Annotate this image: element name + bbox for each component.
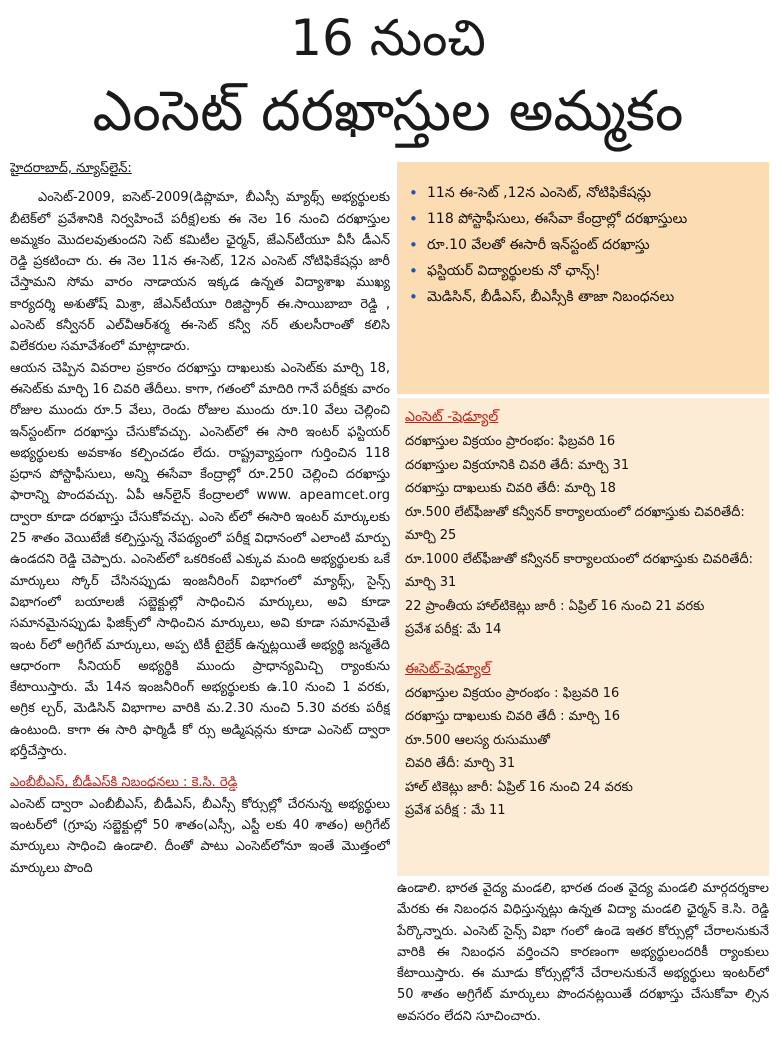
highlights-list bbox=[405, 180, 759, 310]
headline-line-1: 16 నుంచి bbox=[290, 9, 486, 67]
schedule-item: చివరి తేదీ: మార్చి 31 bbox=[405, 756, 516, 771]
schedule-item: దరఖాస్తు దాఖలుకు చివరి తేదీ : మార్చి 16 bbox=[405, 709, 621, 724]
ecet-schedule-list bbox=[405, 682, 759, 823]
highlight-item: • మెడిసిన్, బీడీఎస్, బీఎస్సీకి తాజా నిబంధనలు bbox=[405, 284, 759, 310]
article-paragraph-1: ఎంసెట్-2009, ఐసెట్-2009(డిప్లొమా, బీఎస్సీ మ్యాథ్స్ అభ్యర్థులకు బీటెక్‌లో ప్రవేశానికి నిర్వహించే పరీక్ష)లకు ఈ నెల 16 నుంచి దరఖాస్తుల అమ్మకం మొదలవుతుందని సెట్ కమిటీల ఛైర్మన్, జేఎన్‌టీయూ వీసీ డీఎన్ రెడ్డి ప్రకటించా రు. ఈ నెల 11న ఈ-సెట్, 12న ఎంసెట్ నోటిఫికేషన్లు జారీ చేస్తామని సోమ వారం నాడాయన ఇక్కడ ఉన్నత విద్యాశాఖ ముఖ్య కార్యదర్శి అశుతోష్ మిశ్రా, జేఎన్‌టీయూ రిజిస్ట్రార్ ఈ.సాయిబాబా రెడ్డి , ఎంసెట్ కన్వీనర్ ఎల్‌వీఆర్‌శర్మ ఈ-సెట్ కన్వీ నర్ తులసీరాంతో కలిసి విలేకరుల సమావేశంలో మాట్లాడారు. bbox=[10, 190, 390, 355]
schedule-item: ప్రవేశ పరీక్ష: మే 14 bbox=[405, 622, 502, 637]
highlight-item: • ఫస్టియర్ విద్యార్థులకు నో ఛాన్స్! bbox=[405, 258, 759, 284]
bullet-icon: • bbox=[409, 210, 418, 228]
subheading: ఎంబీబీఎస్, బీడీఎస్‌కి నిబంధనలు : కె.సి. రెడ్డి bbox=[10, 775, 238, 791]
eamcet-schedule-list bbox=[405, 430, 759, 642]
schedule-item: 22 ప్రాంతీయ హాల్‌టికెట్లు జారీ : ఏప్రిల్ 16 నుంచి 21 వరకు bbox=[405, 598, 705, 614]
schedule-item: రూ.1000 లేట్‌ఫీజుతో కన్వీనర్ కార్యాలయంలో దరఖాస్తుకు చివరితేదీ: మార్చి 31 bbox=[405, 551, 754, 590]
schedule-item: దరఖాస్తు దాఖలుకు చివరి తేదీ: మార్చి 18 bbox=[405, 481, 616, 496]
schedule-item: రూ.500 ఆలస్య రుసుముతో bbox=[405, 732, 550, 748]
article-continuation-column bbox=[397, 878, 769, 1058]
bullet-icon: • bbox=[409, 236, 418, 254]
highlights-box bbox=[397, 162, 769, 394]
highlight-item: • 11న ఈ-సెట్ ,12న ఎంసెట్, నోటిఫికేషన్లు bbox=[405, 180, 759, 206]
article-main-column bbox=[10, 158, 390, 1058]
article-continuation: ఉండాలి. భారత వైద్య మండలి, భారత దంత వైద్య మండలి మార్గదర్శకాల మేరకు ఈ నిబంధన విధిస్తున్నట్లు ఉన్నత విద్యా మండలి ఛైర్మన్ కె.సి. రెడ్డి పేర్కొన్నారు. ఎంసెట్ సైన్స్ విభా గంలో ఉండె ఇతర కోర్సుల్లో చేరాలనుకునే వారికి ఈ నిబంధన వర్తించని కారణంగా అభ్యర్థులందరికీ ర్యాంకులు కేటాయిస్తారు. ఈ మూడు కోర్సుల్లోనే చేరాలనుకునే అభ్యర్థులు ఇంటర్‌లో 50 శాతం అగ్రిగేట్ మార్కులు పొందనట్లయితే దరఖాస్తు చేసుకోవా ల్సిన అవసరం లేదని సూచించారు. bbox=[397, 881, 769, 1024]
schedule-item: రూ.500 లేట్‌ఫీజుతో కన్వీనర్ కార్యాలయంలో దరఖాస్తుకు చివరితేదీ: మార్చి 25 bbox=[405, 504, 745, 543]
schedule-item: ప్రవేశ పరీక్ష : మే 11 bbox=[405, 803, 506, 818]
bullet-icon: • bbox=[409, 288, 418, 306]
eamcet-schedule-title: ఎంసెట్ -షెడ్యూల్ bbox=[405, 409, 499, 425]
highlight-item: • రూ.10 వేలతో ఈసారీ ఇన్‌స్టంట్ దరఖాస్తు bbox=[405, 232, 759, 258]
schedule-box bbox=[397, 398, 769, 876]
article-paragraph-3: ఎంసెట్ ద్వారా ఎంబీబీఎస్, బీడీఎస్, బీఎస్సీ కోర్సుల్లో చేరనున్న అభ్యర్థులు ఇంటర్‌లో (గ్రూపు సబ్జెక్టుల్లో 50 శాతం(ఎస్సీ, ఎస్టీ లకు 40 శాతం) అగ్రిగేట్ మార్కులు సాధించి ఉండాలి. దీంతో పాటు ఎంసెట్‌లోనూ ఇంతే మొత్తంలో మార్కులు పొంది bbox=[10, 796, 390, 876]
highlight-item: • 118 పోస్టాఫీసులు, ఈసేవా కేంద్రాల్లో దరఖాస్తులు bbox=[405, 206, 759, 232]
ecet-schedule-title: ఈసెట్-షెడ్యూల్ bbox=[405, 660, 491, 677]
schedule-item: దరఖాస్తుల విక్రయానికి చివరి తేదీ: మార్చి 31 bbox=[405, 457, 630, 473]
schedule-item: హాల్ టికెట్లు జారీ: ఏప్రిల్ 16 నుంచి 24 వరకు bbox=[405, 779, 633, 795]
schedule-item: దరఖాస్తుల విక్రయం ప్రారంభం : ఫిబ్రవరి 16 bbox=[405, 685, 620, 701]
schedule-item: దరఖాస్తుల విక్రయం ప్రారంభం: ఫిబ్రవరి 16 bbox=[405, 434, 616, 449]
bullet-icon: • bbox=[409, 184, 418, 202]
bullet-icon: • bbox=[409, 262, 418, 280]
headline-line-2: ఎంసెట్ దరఖాస్తుల అమ్మకం bbox=[92, 79, 684, 144]
dateline: హైదరాబాద్, న్యూస్‌లైన్: bbox=[10, 161, 132, 176]
article-paragraph-2: ఆయన చెప్పిన వివరాల ప్రకారం దరఖాస్తు దాఖలుకు ఎంసెట్‌కు మార్చి 18, ఈసెట్‌కు మార్చి 16 చివరి తేదీలు. కాగా, గతంలో మాదిరి గానే పరీక్షకు వారం రోజుల ముందు రూ.5 వేలు, రెండు రోజుల ముందు రూ.10 వేలు చెల్లించి ఇన్‌స్టంట్‌గా దరఖాస్తు చేసుకోవచ్చు. ఎంసెట్‌లో ఈ సారి ఇంటర్ ఫస్టియర్ అభ్యర్థులకు అవకాశం కల్పించడం లేదు. రాష్ట్రవ్యాప్తంగా గుర్తించిన 118 ప్రధాన పోస్టాఫీసులు, అన్ని ఈసేవా కేంద్రాల్లో రూ.250 చెల్లించి దరఖాస్తు ఫారాన్ని పొందవచ్చు. ఏపీ ఆన్‌లైన్ కేంద్రాలలో www. apeamcet.org ద్వారా కూడా దరఖాస్తు చేసుకోవచ్చు. ఎంసె ట్‌లో ఈసారి ఇంటర్ మార్కులకు 25 శాతం వెయిటేజీ కల్పిస్తున్న నేపథ్యంలో పరీక్ష విధానంలో ఎలాంటి మార్పు ఉండదని రెడ్డి చెప్పారు. ఎంసెట్‌లో ఒకరికంటే ఎక్కువ మంది అభ్యర్థులకు ఒకే మార్కులు స్కోర్ చేసినప్పుడు ఇంజనీరింగ్ విభాగంలో మ్యాథ్స్, సైన్స్ విభాగంలో బయాలజీ సబ్జెక్టుల్లో సాధించిన మార్కులు, అవి కూడా సమానమైనప్పుడు ఫిజిక్స్‌లో సాధించిన మార్కులు, అవి కూడా సమానమైతే ఇంట ర్‌లో అగ్రిగేట్ మార్కులు, అప్ప టికీ టైబ్రేక్ ఉన్నట్లయితే అభ్యర్థి జన్మతేది ఆధారంగా సీనియర్ అభ్యర్థికి ముందు ప్రాధాన్యమిచ్చి ర్యాంకును కేటాయిస్తారు. మే 14న ఇంజనీరింగ్ అభ్యర్థులకు ఉ.10 నుంచి 1 వరకు, అగ్రిక ల్చర్, మెడిసిన్ విభాగాల వారికి మ.2.30 నుంచి 5.30 వరకు పరీక్ష ఉంటుంది. కాగా ఈ సారి ఫార్మిడీ కో ర్సు అడ్మిషన్లను కూడా ఎంసెట్ ద్వారా భర్తీచేస్తారు. bbox=[10, 360, 390, 760]
